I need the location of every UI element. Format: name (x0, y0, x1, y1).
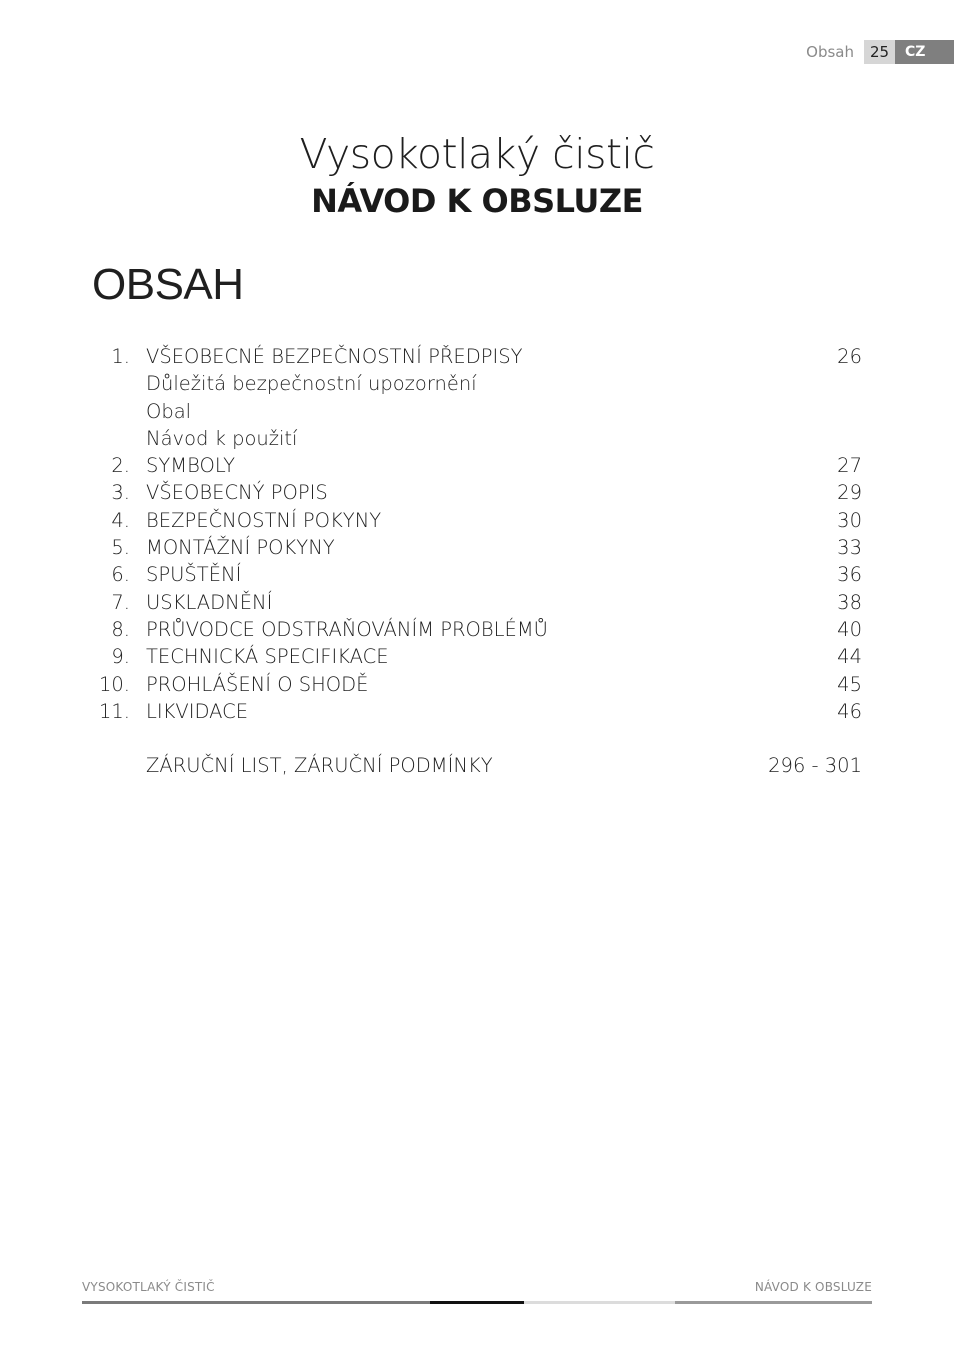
toc-number: 6. (111, 563, 130, 587)
footer-left-text: VYSOKOTLAKÝ ČISTIČ (82, 1280, 215, 1294)
header-language-badge: CZ (895, 40, 954, 64)
toc-label: LIKVIDACE (146, 699, 249, 723)
toc-page: 30 (837, 508, 862, 532)
toc-page: 33 (837, 536, 862, 560)
toc-number: 7. (111, 590, 130, 614)
toc-row[interactable] (96, 673, 862, 700)
toc-label: Návod k použití (146, 426, 298, 450)
toc-row[interactable] (96, 345, 862, 372)
toc-label: PRŮVODCE ODSTRAŇOVÁNÍM PROBLÉMŮ (146, 617, 548, 641)
toc-row[interactable] (96, 454, 862, 481)
toc-label: Obal (146, 399, 192, 423)
toc-page: 36 (837, 563, 862, 587)
footer-right-text: NÁVOD K OBSLUZE (754, 1280, 872, 1294)
footer-bar-segment (430, 1301, 524, 1304)
toc-number: 8. (111, 617, 130, 641)
toc-subrow[interactable] (96, 372, 862, 399)
document-title: Vysokotlaký čistič (299, 130, 655, 178)
toc-number: 4. (111, 508, 130, 532)
toc-row[interactable] (96, 536, 862, 563)
toc-label: SYMBOLY (146, 454, 236, 478)
toc-subrow[interactable] (96, 400, 862, 427)
toc-row[interactable] (96, 591, 862, 618)
toc-label: PROHLÁŠENÍ O SHODĚ (146, 672, 369, 696)
footer-bar-segment (524, 1301, 675, 1304)
toc-page: 296 - 301 (768, 754, 862, 778)
table-of-contents (96, 345, 862, 781)
footer-divider-bar (82, 1301, 872, 1304)
document-subtitle: NÁVOD K OBSLUZE (311, 182, 643, 220)
toc-page: 29 (837, 481, 862, 505)
toc-number: 9. (111, 645, 130, 669)
toc-page: 45 (837, 672, 862, 696)
header-section-label: Obsah (806, 43, 854, 61)
toc-row[interactable] (96, 563, 862, 590)
toc-spacer (96, 727, 862, 754)
toc-number: 11. (98, 699, 130, 723)
toc-row[interactable] (96, 645, 862, 672)
toc-label: VŠEOBECNÝ POPIS (146, 481, 328, 505)
toc-page: 44 (837, 645, 862, 669)
header-tab (806, 40, 954, 64)
toc-row[interactable] (96, 509, 862, 536)
toc-page: 27 (837, 454, 862, 478)
toc-number: 5. (111, 536, 130, 560)
toc-row[interactable] (96, 481, 862, 508)
toc-label: USKLADNĚNÍ (146, 590, 273, 614)
header-page-number: 25 (864, 40, 895, 64)
toc-number: 3. (111, 481, 130, 505)
toc-page: 38 (837, 590, 862, 614)
toc-label: Důležitá bezpečnostní upozornění (146, 372, 477, 396)
toc-page: 46 (837, 699, 862, 723)
section-heading: OBSAH (92, 260, 244, 309)
footer-bar-segment (675, 1301, 872, 1304)
toc-label: MONTÁŽNÍ POKYNY (146, 536, 335, 560)
toc-subrow[interactable] (96, 427, 862, 454)
toc-label: BEZPEČNOSTNÍ POKYNY (146, 508, 382, 532)
toc-number: 10. (98, 672, 130, 696)
toc-label: ZÁRUČNÍ LIST, ZÁRUČNÍ PODMÍNKY (146, 754, 493, 778)
toc-row-warranty[interactable] (96, 754, 862, 781)
toc-label: SPUŠTĚNÍ (146, 563, 242, 587)
toc-page: 40 (837, 617, 862, 641)
toc-page: 26 (837, 345, 862, 368)
toc-row[interactable] (96, 700, 862, 727)
toc-label: VŠEOBECNÉ BEZPEČNOSTNÍ PŘEDPISY (146, 345, 523, 368)
footer-bar-segment (82, 1301, 430, 1304)
toc-label: TECHNICKÁ SPECIFIKACE (146, 645, 389, 669)
toc-number: 2. (111, 454, 130, 478)
toc-row[interactable] (96, 618, 862, 645)
toc-number: 1. (111, 345, 130, 368)
